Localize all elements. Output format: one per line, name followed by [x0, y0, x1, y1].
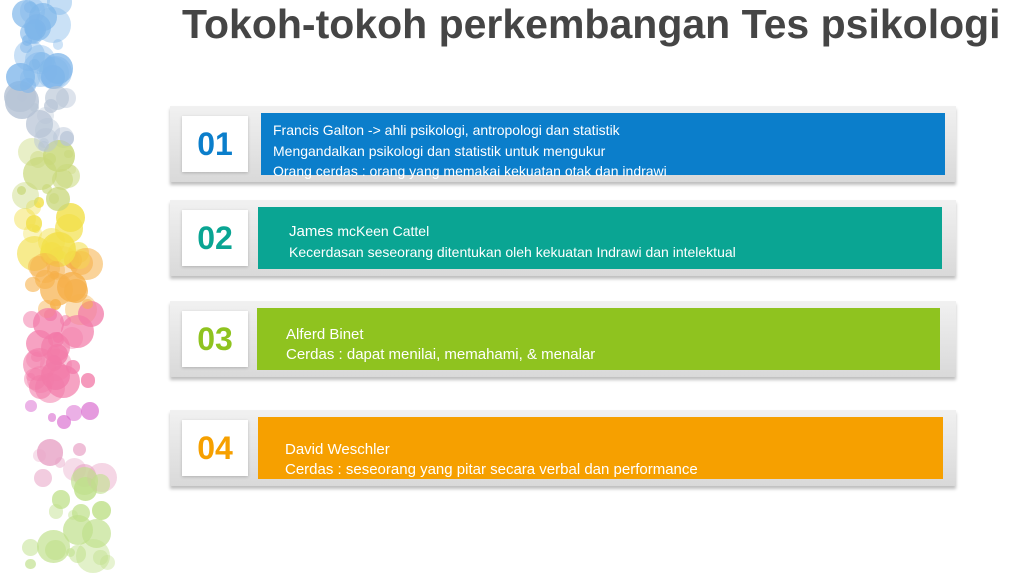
- bokeh-dot: [22, 539, 39, 556]
- bokeh-dot: [92, 501, 111, 520]
- bokeh-dot: [14, 40, 44, 70]
- row-1-line-3: Orang cerdas : orang yang memakai kekuatan otak dan indrawi: [273, 163, 667, 179]
- bokeh-dot: [37, 439, 64, 466]
- row-number-4: 04: [182, 420, 248, 476]
- row-2-line-1: Kecerdasan seseorang ditentukan oleh kekuatan Indrawi dan intelektual: [289, 244, 736, 260]
- bokeh-dot: [81, 402, 99, 420]
- bokeh-dot: [33, 308, 64, 339]
- row-3-line-2: Cerdas : dapat menilai, memahami, & menalar: [286, 346, 596, 363]
- bokeh-dot: [60, 131, 75, 146]
- bokeh-dot: [43, 53, 74, 84]
- bokeh-dot: [64, 150, 72, 158]
- bokeh-dot: [37, 530, 70, 563]
- bokeh-dot: [73, 443, 87, 457]
- timeline-row-2: [170, 200, 956, 276]
- row-2-name-rest: mcKeen Cattel: [337, 223, 430, 239]
- row-number-3: 03: [182, 311, 248, 367]
- row-band-2: [258, 207, 942, 269]
- row-number-2: 02: [182, 210, 248, 266]
- bokeh-dot: [81, 373, 95, 387]
- bokeh-dot: [23, 348, 56, 381]
- bokeh-dot: [48, 413, 57, 422]
- bokeh-dot: [25, 559, 36, 570]
- row-3-line-1: Alferd Binet: [286, 326, 364, 343]
- bokeh-dot: [26, 215, 43, 232]
- bokeh-dot: [52, 490, 71, 509]
- bokeh-dot: [61, 315, 94, 348]
- bokeh-dot: [35, 7, 71, 43]
- row-2-name: [289, 221, 942, 242]
- row-4-line-2: Cerdas : seseorang yang pitar secara verbal dan performance: [285, 461, 698, 478]
- bokeh-dot: [39, 138, 49, 148]
- row-2-name-first: James: [289, 223, 338, 240]
- bokeh-dot: [42, 184, 52, 194]
- row-band-4: [258, 417, 943, 479]
- bokeh-dot: [57, 415, 71, 429]
- bokeh-dot: [34, 469, 52, 487]
- row-band-1: [261, 113, 945, 179]
- timeline-row-4: [170, 410, 956, 486]
- timeline-row-3: [170, 301, 956, 377]
- row-4-line-1: David Weschler: [285, 441, 390, 458]
- bokeh-dot: [66, 360, 79, 373]
- row-band-3: [257, 308, 940, 370]
- bokeh-dot: [100, 555, 115, 570]
- slide-title: Tokoh-tokoh perkembangan Tes psikologi: [182, 1, 1001, 47]
- bokeh-dot: [91, 474, 110, 493]
- bokeh-dot: [47, 261, 66, 280]
- bokeh-dot: [68, 165, 76, 173]
- bokeh-dot: [55, 214, 83, 242]
- bokeh-dot: [72, 504, 90, 522]
- row-1-line-2: Mengandalkan psikologi dan statistik untuk mengukur: [273, 142, 606, 159]
- row-1-line-1: Francis Galton -> ahli psikologi, antropologi dan statistik: [273, 122, 620, 138]
- bokeh-dot: [25, 400, 37, 412]
- bokeh-dot: [20, 78, 36, 94]
- row-number-1: 01: [182, 116, 248, 172]
- timeline-row-1: [170, 106, 956, 182]
- bokeh-decoration: [0, 0, 170, 576]
- bokeh-dot: [64, 279, 88, 303]
